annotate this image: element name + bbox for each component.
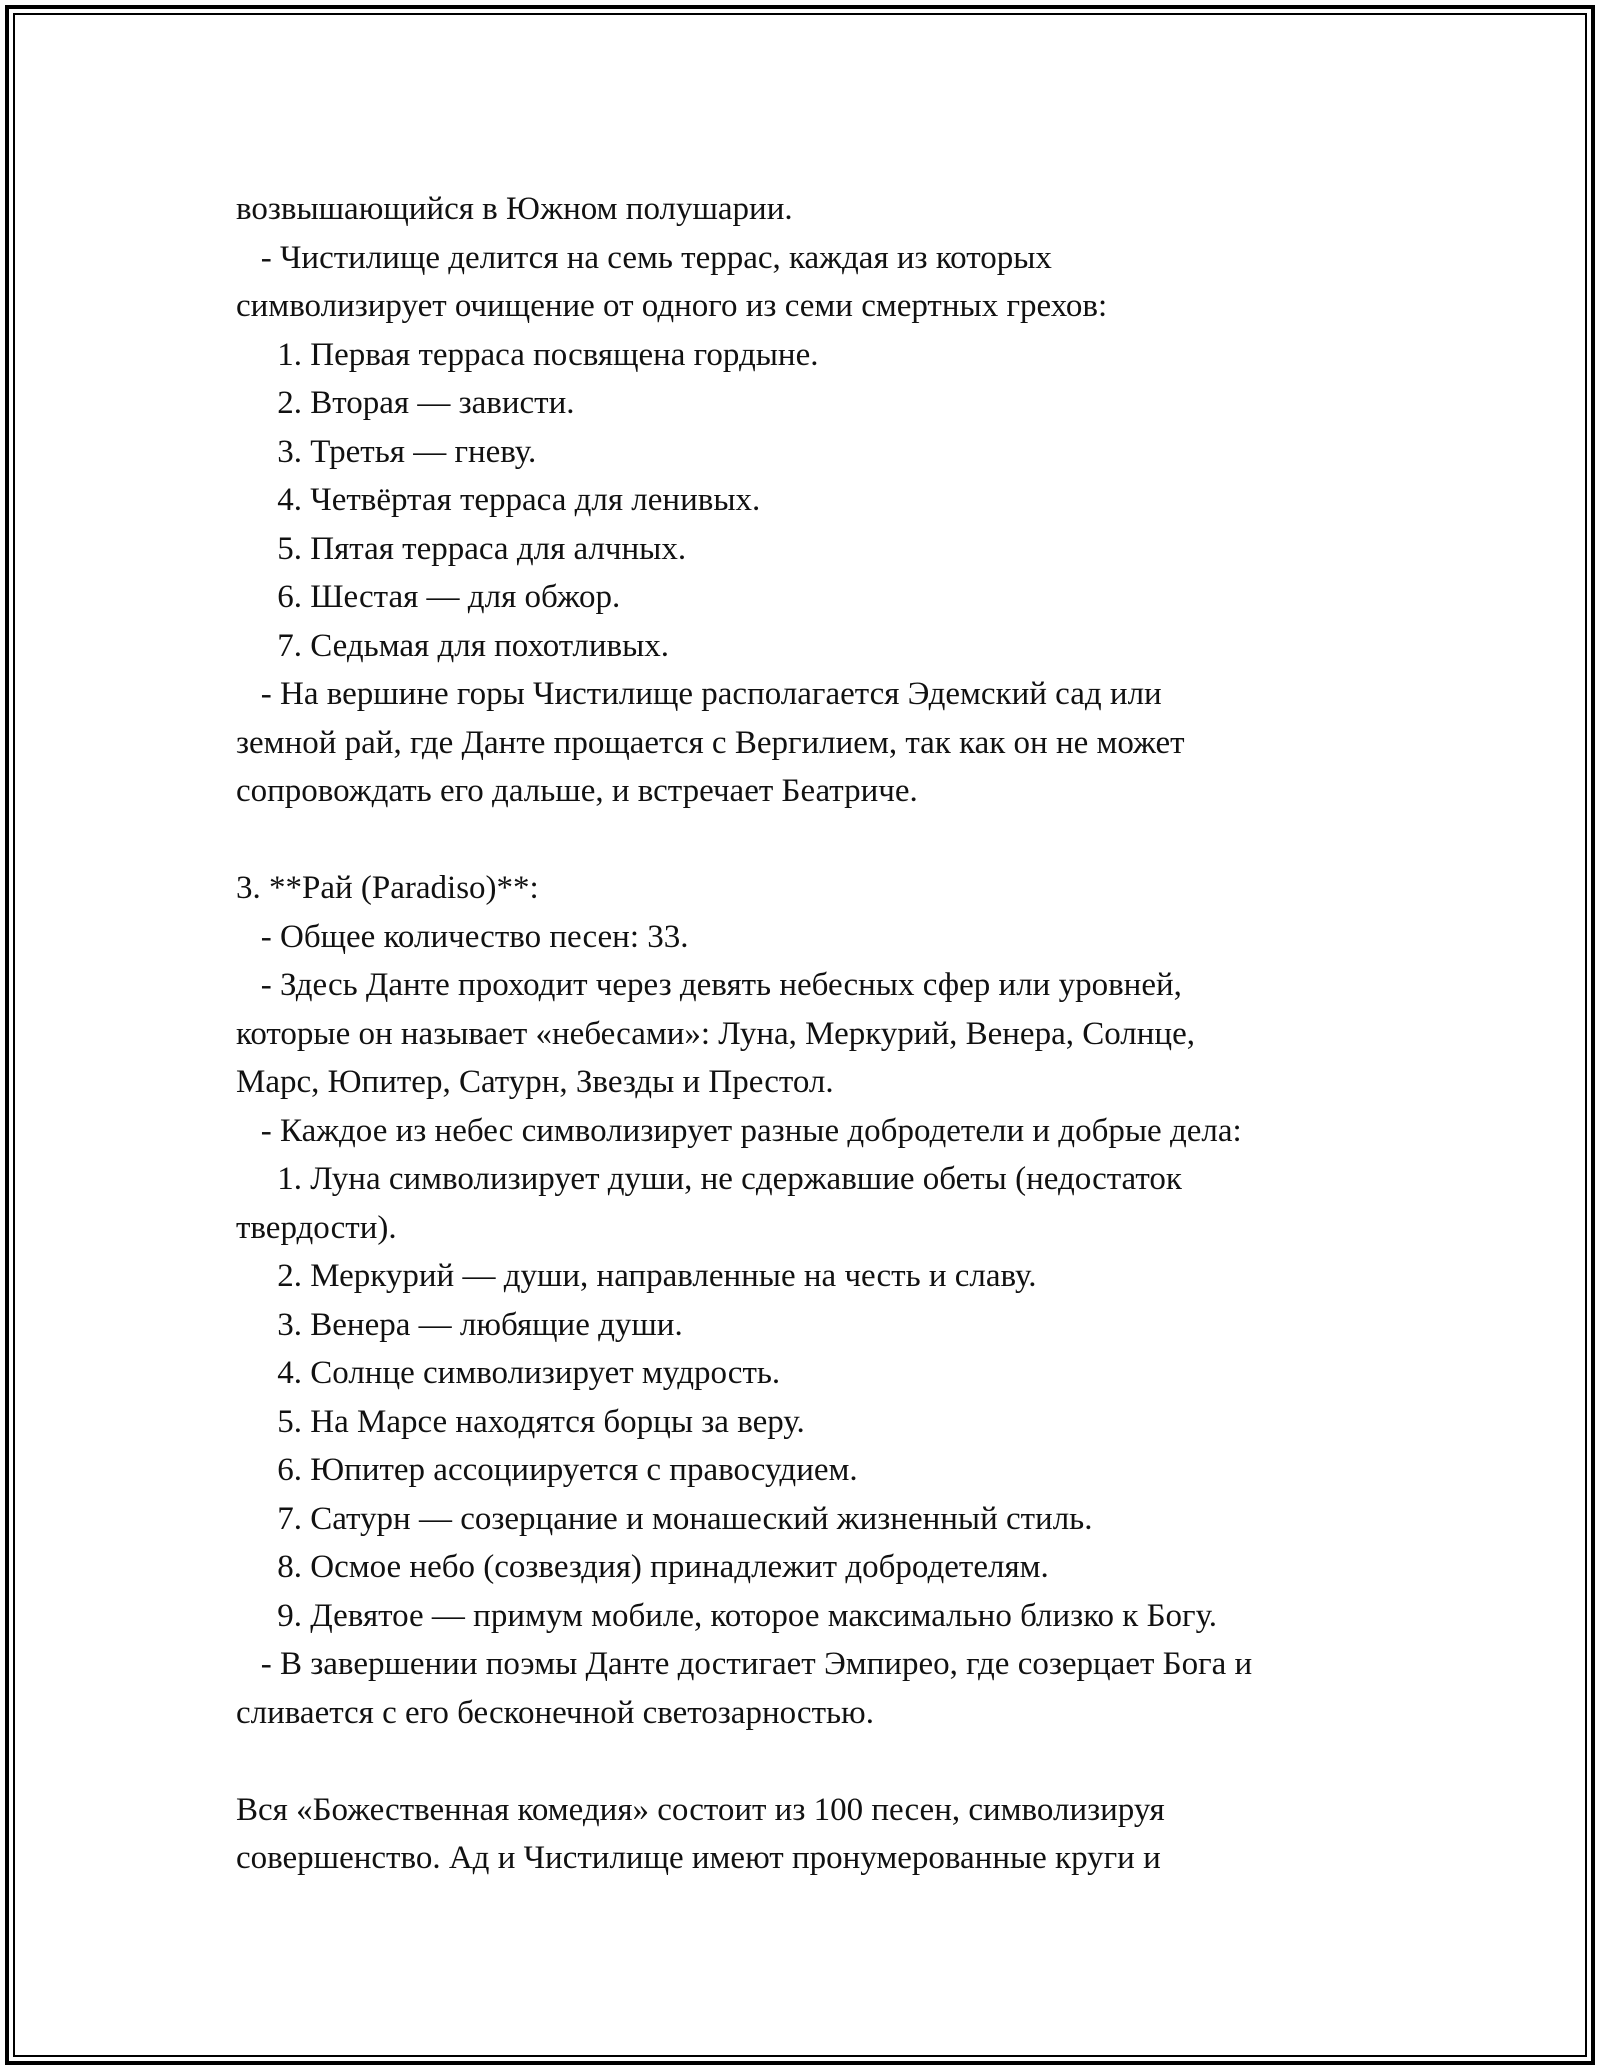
text-line: совершенство. Ад и Чистилище имеют пронумерованные круги и — [236, 1840, 1161, 1876]
text-line: Вся «Божественная комедия» состоит из 100 песен, символизируя — [236, 1791, 1165, 1828]
list-item: 7. Сатурн — созерцание и монашеский жизненный стиль. — [236, 1500, 1093, 1537]
text-line: - Каждое из небес символизирует разные добродетели и добрые дела: — [236, 1112, 1242, 1149]
text-line: сопровождать его дальше, и встречает Беатриче. — [236, 773, 918, 809]
list-item: 5. Пятая терраса для алчных. — [236, 530, 687, 567]
blank-line — [236, 1737, 1436, 1786]
text-line: возвышающийся в Южном полушарии. — [236, 191, 793, 227]
text-line: - Общее количество песен: 33. — [236, 918, 689, 955]
list-item: 2. Вторая — зависти. — [236, 385, 575, 421]
list-item: 2. Меркурий — души, направленные на честь и славу. — [236, 1258, 1037, 1294]
list-item: 8. Осмое небо (созвездия) принадлежит добродетелям. — [236, 1549, 1049, 1585]
list-item: 6. Шестая — для обжор. — [236, 579, 621, 615]
text-line: Марс, Юпитер, Сатурн, Звезды и Престол. — [236, 1064, 834, 1100]
text-line: сливается с его бесконечной светозарностью. — [236, 1694, 874, 1731]
text-line: твердости). — [236, 1209, 397, 1246]
list-item: 6. Юпитер ассоциируется с правосудием. — [236, 1452, 858, 1488]
list-item: 3. Третья — гневу. — [236, 433, 537, 470]
text-line: - Здесь Данте проходит через девять небесных сфер или уровней, — [236, 967, 1182, 1003]
document-body — [236, 185, 1436, 1883]
blank-line — [236, 816, 1436, 865]
list-item: 7. Седьмая для похотливых. — [236, 627, 670, 664]
list-item: 9. Девятое — примум мобиле, которое максимально близко к Богу. — [236, 1597, 1218, 1634]
text-line: - На вершине горы Чистилище располагается Эдемский сад или — [236, 676, 1162, 712]
list-item: 4. Четвёртая терраса для ленивых. — [236, 482, 761, 518]
list-item: 1. Луна символизирует души, не сдержавшие обеты (недостаток — [236, 1161, 1182, 1197]
text-line: которые он называет «небесами»: Луна, Меркурий, Венера, Солнце, — [236, 1015, 1195, 1052]
text-line: земной рай, где Данте прощается с Вергилием, так как он не может — [236, 724, 1185, 761]
list-item: 4. Солнце символизирует мудрость. — [236, 1355, 781, 1391]
text-line: - В завершении поэмы Данте достигает Эмпирео, где созерцает Бога и — [236, 1646, 1253, 1682]
text-line: символизирует очищение от одного из семи смертных грехов: — [236, 288, 1108, 324]
list-item: 3. Венера — любящие души. — [236, 1306, 683, 1343]
text-line: - Чистилище делится на семь террас, каждая из которых — [236, 239, 1052, 276]
list-item: 1. Первая терраса посвящена гордыне. — [236, 336, 819, 373]
section-heading: 3. **Рай (Paradiso)**: — [236, 870, 539, 906]
list-item: 5. На Марсе находятся борцы за веру. — [236, 1403, 805, 1440]
